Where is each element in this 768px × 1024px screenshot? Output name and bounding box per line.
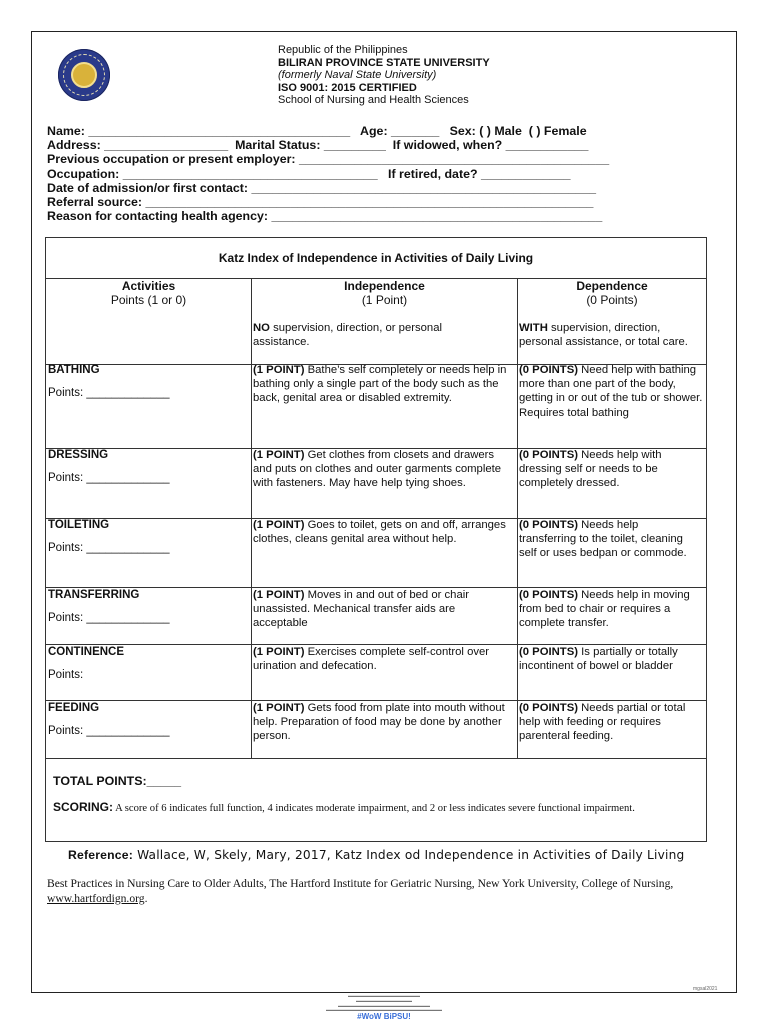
dressing-points-field[interactable]: Points: _____________	[48, 472, 170, 484]
toileting-independence: (1 POINT) Goes to toilet, gets on and off, arranges clothes, cleans genital area without help.	[253, 519, 506, 546]
table-title: Katz Index of Independence in Activities of Daily Living	[218, 251, 534, 265]
katz-index-table	[45, 237, 707, 842]
continence-dependence: (0 POINTS) Is partially or totally incontinent of bowel or bladder	[519, 646, 678, 673]
col-dependence-header: Dependence (0 Points)	[576, 279, 648, 307]
reference-line: Reference: Wallace, W, Skely, Mary, 2017, Katz Index od Independence in Activities of Daily Living	[68, 848, 685, 862]
continence-independence: (1 POINT) Exercises complete self-control over urination and defecation.	[253, 646, 490, 673]
bathing-points-field[interactable]: Points: _____________	[48, 387, 170, 399]
bathing-dependence: (0 POINTS) Need help with bathing more than one part of the body, getting in or out of the tub or shower. Requires total bathing	[519, 364, 703, 419]
hashtag-slogan: #WoW BiPSU!	[357, 1012, 411, 1021]
letterhead-certification: ISO 9001: 2015 CERTIFIED	[278, 81, 417, 94]
table-row-dressing: DRESSING Points: _____________	[48, 449, 170, 484]
transferring-dependence: (0 POINTS) Needs help in moving from bed to chair or requires a complete transfer.	[519, 589, 690, 630]
hartford-link[interactable]: www.hartfordign.org	[47, 891, 145, 905]
toileting-dependence: (0 POINTS) Needs help transferring to the toilet, cleaning self or uses bedpan or commode.	[519, 519, 687, 560]
col-independence-header: Independence (1 Point)	[344, 279, 425, 307]
table-row-feeding: FEEDING Points: _____________	[48, 702, 170, 737]
table-row-bathing: BATHING Points: _____________	[48, 364, 170, 399]
revision-code: mgsal2021	[693, 986, 718, 992]
field-previous-occupation[interactable]: Previous occupation or present employer: _____________________________________________	[47, 152, 610, 167]
total-points-field[interactable]: TOTAL POINTS:_____	[53, 774, 182, 788]
dressing-dependence: (0 POINTS) Needs help with dressing self or needs to be completely dressed.	[519, 449, 662, 490]
transferring-points-field[interactable]: Points: _____________	[48, 612, 170, 624]
table-row-toileting: TOILETING Points: _____________	[48, 519, 170, 554]
dependence-note: WITH supervision, direction, personal assistance, or total care.	[519, 322, 688, 349]
field-name-age-sex[interactable]: Name: ______________________________________ Age: _______ Sex: ( ) Male ( ) Female	[47, 124, 587, 138]
table-row-transferring: TRANSFERRING Points: _____________	[48, 589, 170, 624]
bathing-independence: (1 POINT) Bathe’s self completely or needs help in bathing only a single part of the body such as the back, genital area or disabled extremity.	[253, 364, 507, 405]
letterhead-university: BILIRAN PROVINCE STATE UNIVERSITY	[278, 56, 490, 69]
footer-fine-print: ▬▬▬▬▬▬▬▬▬▬▬▬▬▬▬▬▬▬ ▬▬▬▬▬▬▬▬▬▬▬▬▬▬ ▬▬▬▬▬▬▬▬▬▬▬▬▬▬▬▬▬▬▬▬▬▬▬ ▬▬▬▬▬▬▬▬▬▬▬▬▬▬▬▬▬▬▬▬▬▬▬▬▬▬▬▬▬	[326, 993, 442, 1013]
field-admission-date[interactable]: Date of admission/or first contact: __________________________________________________	[47, 180, 597, 195]
dressing-independence: (1 POINT) Get clothes from closets and drawers and puts on clothes and outer garments complete with fasteners. May have help tying shoes.	[253, 449, 502, 490]
university-seal-icon	[58, 49, 110, 101]
continence-points-field[interactable]: Points:	[48, 669, 84, 681]
letterhead	[278, 44, 490, 107]
best-practices-citation: Best Practices in Nursing Care to Older Adults, The Hartford Institute for Geriatric Nursing, New York University, College of Nursing, www.hartfordign.org.	[47, 877, 674, 905]
table-row-continence: CONTINENCE Points:	[48, 646, 125, 681]
independence-note: NO supervision, direction, or personal assistance.	[253, 322, 443, 349]
toileting-points-field[interactable]: Points: _____________	[48, 542, 170, 554]
feeding-dependence: (0 POINTS) Needs partial or total help with feeding or requires parenteral feeding.	[519, 702, 686, 743]
patient-info-fields	[47, 124, 609, 223]
feeding-independence: (1 POINT) Gets food from plate into mouth without help. Preparation of food may be done by another person.	[253, 702, 505, 743]
col-activities-header: Activities Points (1 or 0)	[110, 279, 187, 307]
field-occupation[interactable]: Occupation: _____________________________________ If retired, date? _____________	[47, 166, 571, 181]
letterhead-former-name: (formerly Naval State University)	[278, 69, 437, 82]
field-reason[interactable]: Reason for contacting health agency: ________________________________________________	[47, 209, 603, 224]
field-referral-source[interactable]: Referral source: _________________________________________________________________	[47, 195, 594, 210]
letterhead-country: Republic of the Philippines	[278, 44, 408, 56]
letterhead-school: School of Nursing and Health Sciences	[278, 94, 469, 107]
field-address-marital[interactable]: Address: __________________ Marital Status: _________ If widowed, when? ____________	[47, 138, 589, 153]
feeding-points-field[interactable]: Points: _____________	[48, 725, 170, 737]
scoring-note: SCORING: A score of 6 indicates full function, 4 indicates moderate impairment, and 2 or less indicates severe functional impairment.	[53, 800, 635, 814]
transferring-independence: (1 POINT) Moves in and out of bed or chair unassisted. Mechanical transfer aids are acceptable	[253, 589, 469, 630]
